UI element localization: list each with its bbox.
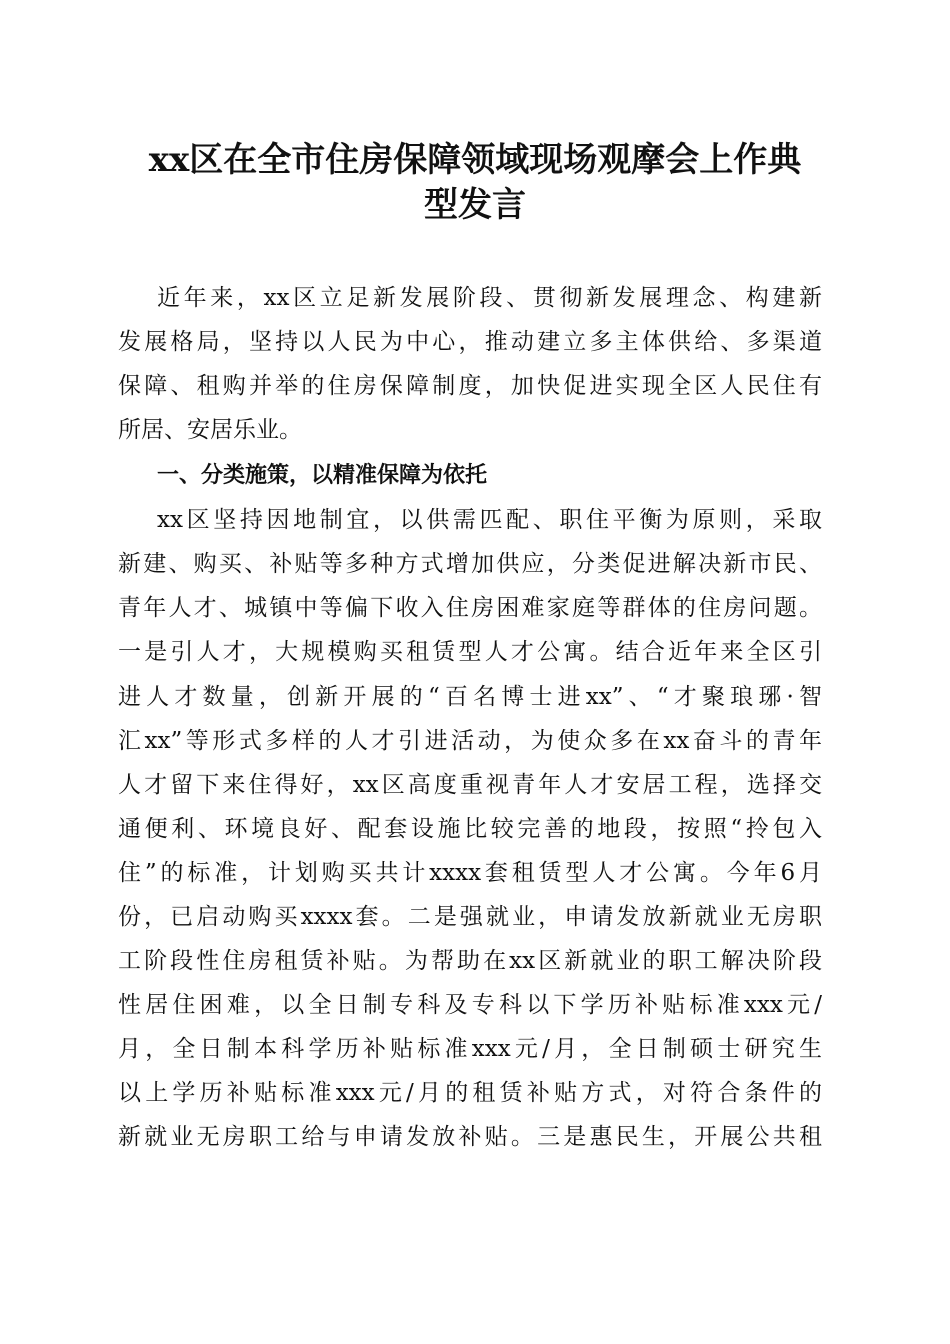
text-line: 所居、安居乐业。 (118, 417, 302, 443)
text-line: 人才留下来住得好，xx区高度重视青年人才安居工程，选择交 (118, 772, 822, 798)
text-line: 月，全日制本科学历补贴标准xxx元/月，全日制硕士研究生 (118, 1036, 822, 1062)
text-line: 保障、租购并举的住房保障制度，加快促进实现全区人民住有 (118, 373, 822, 399)
document-title-line-2: 型发言 (424, 185, 526, 225)
text-line: 性居住困难，以全日制专科及专科以下学历补贴标准xxx元/ (118, 992, 822, 1018)
text-line: 发展格局，坚持以人民为中心，推动建立多主体供给、多渠道 (118, 329, 822, 355)
text-line: 新建、购买、补贴等多种方式增加供应，分类促进解决新市民、 (118, 551, 822, 577)
text-line: 通便利、环境良好、配套设施比较完善的地段，按照“拎包入 (118, 816, 822, 842)
section-heading: 一、分类施策，以精准保障为依托 (157, 463, 488, 488)
text-line: 一是引人才，大规模购买租赁型人才公寓。结合近年来全区引 (118, 639, 822, 665)
text-line: 以上学历补贴标准xxx元/月的租赁补贴方式，对符合条件的 (118, 1080, 822, 1106)
text-line: 工阶段性住房租赁补贴。为帮助在xx区新就业的职工解决阶段 (118, 948, 822, 974)
text-line: 新就业无房职工给与申请发放补贴。三是惠民生，开展公共租 (118, 1124, 822, 1150)
text-line: 青年人才、城镇中等偏下收入住房困难家庭等群体的住房问题。 (118, 595, 822, 621)
text-line: 汇xx”等形式多样的人才引进活动，为使众多在xx奋斗的青年 (118, 728, 822, 754)
text-line: xx区坚持因地制宜，以供需匹配、职住平衡为原则，采取 (157, 507, 822, 533)
text-line: 进人才数量，创新开展的“百名博士进xx”、“才聚琅琊·智 (118, 684, 822, 710)
text-line: 近年来，xx区立足新发展阶段、贯彻新发展理念、构建新 (157, 285, 822, 311)
text-line: 份，已启动购买xxxx套。二是强就业，申请发放新就业无房职 (118, 904, 822, 930)
text-line: 住”的标准，计划购买共计xxxx套租赁型人才公寓。今年6月 (118, 860, 822, 886)
document-title-line-1: xx区在全市住房保障领域现场观摩会上作典 (148, 140, 802, 180)
